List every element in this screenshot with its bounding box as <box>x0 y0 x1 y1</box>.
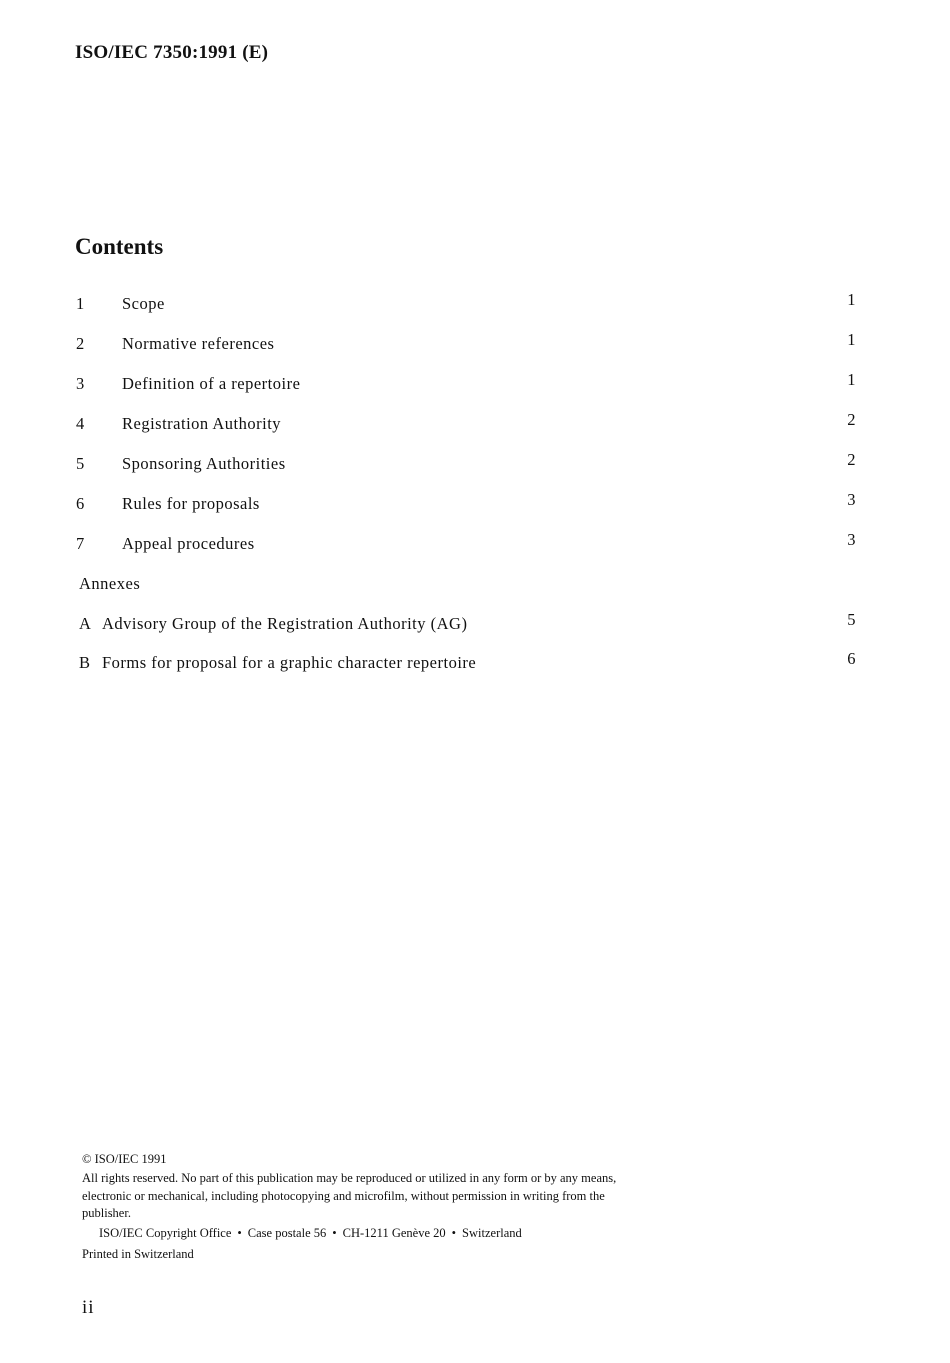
toc-entry-annex-a[interactable] <box>76 610 856 638</box>
contents-heading: Contents <box>75 234 164 259</box>
bullet-separator: • <box>332 1225 337 1240</box>
toc-entry-definition[interactable] <box>76 370 856 398</box>
city: CH-1211 Genève 20 <box>342 1225 446 1240</box>
rights-notice: All rights reserved. No part of this publication may be reproduced or utilized in any form or by any means, electronic or mechanical, including photocopying and microfilm, without permission in writing from the publisher. <box>82 1171 617 1220</box>
toc-entry-title: Sponsoring Authorities <box>122 454 286 473</box>
toc-entry-title: Definition of a repertoire <box>122 374 301 393</box>
toc-entry-title: Rules for proposals <box>122 494 260 513</box>
toc-entry-number: 7 <box>76 534 85 553</box>
bullet-separator: • <box>451 1225 457 1240</box>
copyright-office-address <box>82 1225 642 1242</box>
toc-entry-page: 1 <box>847 330 856 349</box>
country: Switzerland <box>462 1225 522 1240</box>
toc-entry-number: 5 <box>76 454 85 473</box>
toc-entry-page: 2 <box>847 410 856 429</box>
copyright-line: © ISO/IEC 1991 <box>82 1152 167 1166</box>
toc-entry-title: Normative references <box>122 334 275 353</box>
toc-entry-title: Scope <box>122 294 165 313</box>
annex-title: Advisory Group of the Registration Authority (AG) <box>102 614 468 633</box>
toc-entry-page: 3 <box>847 530 856 549</box>
toc-entry-title: Appeal procedures <box>122 534 255 553</box>
toc-entry-normative-references[interactable] <box>76 330 856 358</box>
toc-entry-page: 3 <box>847 490 856 509</box>
toc-entry-title: Registration Authority <box>122 414 282 433</box>
bullet-separator: • <box>237 1225 242 1240</box>
annex-letter: A <box>79 614 92 633</box>
document-identifier: ISO/IEC 7350:1991 (E) <box>75 42 269 63</box>
annex-letter: B <box>79 653 91 672</box>
toc-entry-registration-authority[interactable] <box>76 410 856 438</box>
toc-entry-page: 2 <box>847 450 856 469</box>
toc-entry-page: 6 <box>847 649 856 668</box>
copyright-block <box>82 1151 642 1263</box>
toc-entry-annex-b[interactable] <box>76 649 856 677</box>
toc-entry-rules-for-proposals[interactable] <box>76 490 856 518</box>
toc-entry-appeal-procedures[interactable] <box>76 530 856 558</box>
annex-title: Forms for proposal for a graphic character repertoire <box>102 653 477 672</box>
toc-entry-sponsoring-authorities[interactable] <box>76 450 856 478</box>
toc-entry-number: 3 <box>76 374 85 393</box>
toc-entry-page: 1 <box>847 370 856 389</box>
toc-entry-number: 6 <box>76 494 85 513</box>
office-name: ISO/IEC Copyright Office <box>99 1225 232 1240</box>
toc-entry-number: 4 <box>76 414 85 433</box>
toc-entry-number: 2 <box>76 334 85 353</box>
postal-box: Case postale 56 <box>247 1225 327 1240</box>
toc-entry-page: 1 <box>847 290 856 309</box>
toc-entry-number: 1 <box>76 294 85 313</box>
printed-in: Printed in Switzerland <box>82 1246 194 1261</box>
page-number: ii <box>82 1297 95 1318</box>
toc-entry-page: 5 <box>847 610 856 629</box>
toc-entry-scope[interactable] <box>76 290 856 318</box>
annexes-heading: Annexes <box>79 574 141 593</box>
